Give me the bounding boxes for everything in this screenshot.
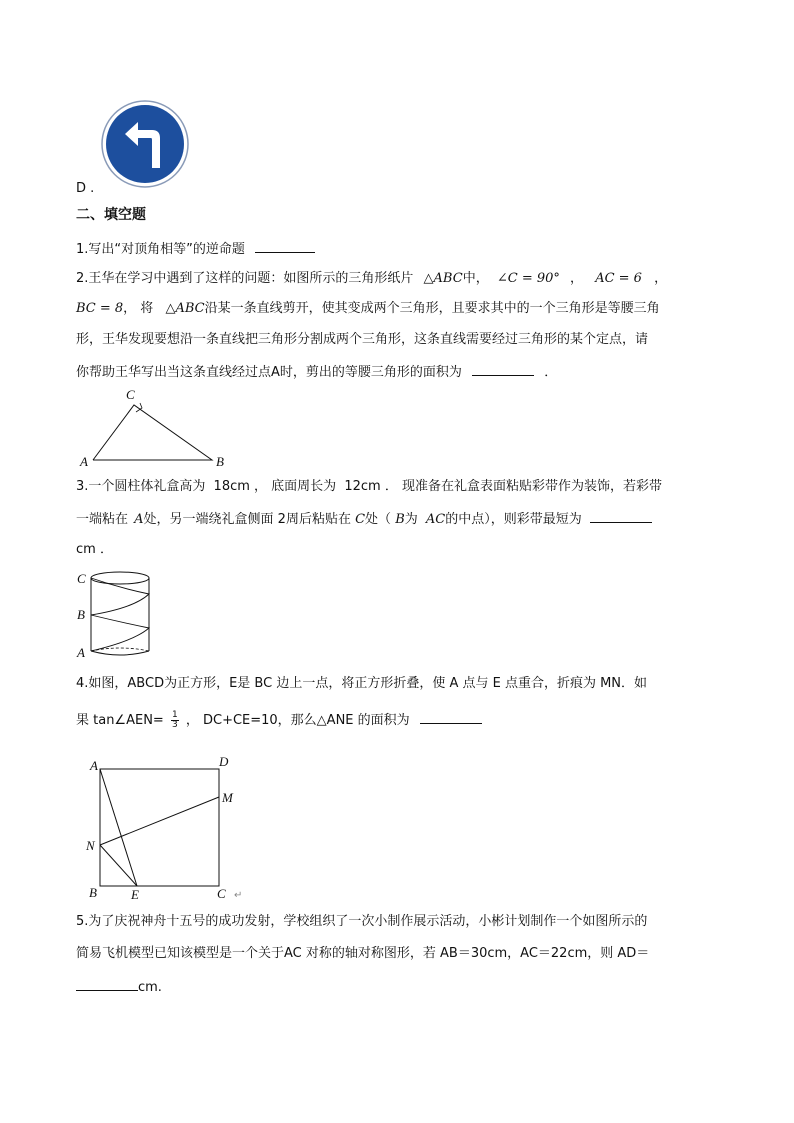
q3-text: 一端粘在 bbox=[76, 512, 129, 527]
q3-text: ， 底面周长为 bbox=[254, 479, 337, 494]
question-2-line-4 bbox=[76, 362, 557, 382]
q3-height: 18cm bbox=[213, 479, 250, 494]
q4-text: 果 tan∠AEN= bbox=[76, 713, 164, 728]
q2-text: 你帮助王华写出当这条直线经过点A时，剪出的等腰三角形的面积为 bbox=[76, 365, 462, 380]
q3-text: ． 现准备在礼盒表面粘贴彩带作为装饰，若彩带 bbox=[384, 479, 662, 494]
paragraph-mark: ↵ bbox=[234, 890, 243, 901]
question-3-line-2 bbox=[76, 509, 652, 529]
label-c: C bbox=[217, 886, 226, 901]
label-d: D bbox=[219, 754, 229, 769]
question-4-line-1: 4.如图，ABCD为正方形，E是 BC 边上一点，将正方形折叠，使 A 点与 E 点重合，折痕为 MN．如 bbox=[76, 676, 648, 691]
question-5-line-3 bbox=[76, 977, 162, 997]
label-b: B bbox=[89, 885, 97, 900]
label-b: B bbox=[216, 454, 224, 469]
q3-text: 处，另一端绕礼盒侧面 2周后粘贴在 bbox=[143, 512, 351, 527]
q3-text: 的中点），则彩带最短为 bbox=[445, 512, 582, 527]
square-abcd-figure bbox=[84, 752, 254, 904]
q3-text: 3.一个圆柱体礼盒高为 bbox=[76, 479, 206, 494]
q3-text: 为 bbox=[404, 512, 418, 527]
q2-end: ． bbox=[544, 365, 558, 380]
q2-triangle: △ABC bbox=[423, 271, 463, 286]
turn-left-arrow-sign-icon bbox=[100, 100, 192, 190]
label-c: C bbox=[77, 571, 86, 586]
label-m: M bbox=[222, 790, 233, 805]
q3-text: 处（ bbox=[365, 512, 392, 527]
q3-point-c: C bbox=[355, 512, 366, 527]
question-5-line-1: 5.为了庆祝神舟十五号的成功发射，学校组织了一次小制作展示活动，小彬计划制作一个如图所示的 bbox=[76, 914, 648, 929]
label-n: N bbox=[86, 838, 95, 853]
label-a: A bbox=[77, 645, 85, 660]
answer-blank-4[interactable] bbox=[420, 710, 482, 724]
section-title: 二、填空题 bbox=[76, 207, 146, 223]
answer-blank-2[interactable] bbox=[472, 362, 534, 376]
q2-bc: BC = 8 bbox=[76, 301, 124, 316]
q4-text: ， DC+CE=10，那么△ANE 的面积为 bbox=[185, 713, 410, 728]
question-5-line-2: 简易飞机模型已知该模型是一个关于AC 对称的轴对称图形，若 AB＝30cm，AC＝22cm，则 AD＝ bbox=[76, 946, 650, 961]
cylinder-figure bbox=[74, 566, 164, 664]
answer-blank-3[interactable] bbox=[590, 509, 652, 523]
q2-ac: AC = 6 bbox=[595, 271, 642, 286]
q2-text: 2.王华在学习中遇到了这样的问题：如图所示的三角形纸片 bbox=[76, 271, 414, 286]
question-1 bbox=[76, 239, 315, 259]
label-c: C bbox=[126, 387, 135, 402]
option-d-label: D . bbox=[76, 181, 95, 196]
q2-text: 沿某一条直线剪开，使其变成两个三角形，且要求其中的一个三角形是等腰三角 bbox=[204, 301, 660, 316]
question-2-line-2 bbox=[76, 300, 660, 318]
q2-angle-c: ∠C = 90° bbox=[496, 271, 560, 286]
q3-circumference: 12cm bbox=[344, 479, 381, 494]
question-4-line-2 bbox=[76, 710, 482, 730]
question-2-line-3: 形，王华发现要想沿一条直线把三角形分割成两个三角形，这条直线需要经过三角形的某个定点，请 bbox=[76, 332, 649, 347]
label-a: A bbox=[90, 758, 98, 773]
triangle-abc-figure bbox=[76, 385, 236, 470]
label-b: B bbox=[77, 607, 85, 622]
q5-unit: cm. bbox=[138, 980, 162, 995]
q3-point-a: A bbox=[134, 512, 144, 527]
q3-point-b: B bbox=[395, 512, 405, 527]
answer-blank-1[interactable] bbox=[255, 239, 315, 253]
question-1-text: 1.写出“对顶角相等”的逆命题 bbox=[76, 242, 245, 257]
label-a: A bbox=[80, 454, 88, 469]
label-e: E bbox=[131, 887, 139, 902]
answer-blank-5[interactable] bbox=[76, 977, 138, 991]
q4-fraction bbox=[171, 711, 179, 730]
question-3-line-1 bbox=[76, 478, 662, 496]
q2-text: 中， bbox=[462, 271, 489, 286]
question-3-unit: cm ． bbox=[76, 542, 113, 557]
q2-triangle: △ABC bbox=[165, 301, 205, 316]
q4-fraction-numerator: 1 bbox=[171, 710, 178, 720]
q4-fraction-denominator: 3 bbox=[171, 720, 178, 730]
q2-text: ， 将 bbox=[123, 301, 154, 316]
q3-segment-ac: AC bbox=[425, 512, 446, 527]
question-2-line-1: 2.王华在学习中遇到了这样的问题：如图所示的三角形纸片 △ABC中， ∠C = 90° ， AC = 6 ， bbox=[76, 271, 668, 286]
